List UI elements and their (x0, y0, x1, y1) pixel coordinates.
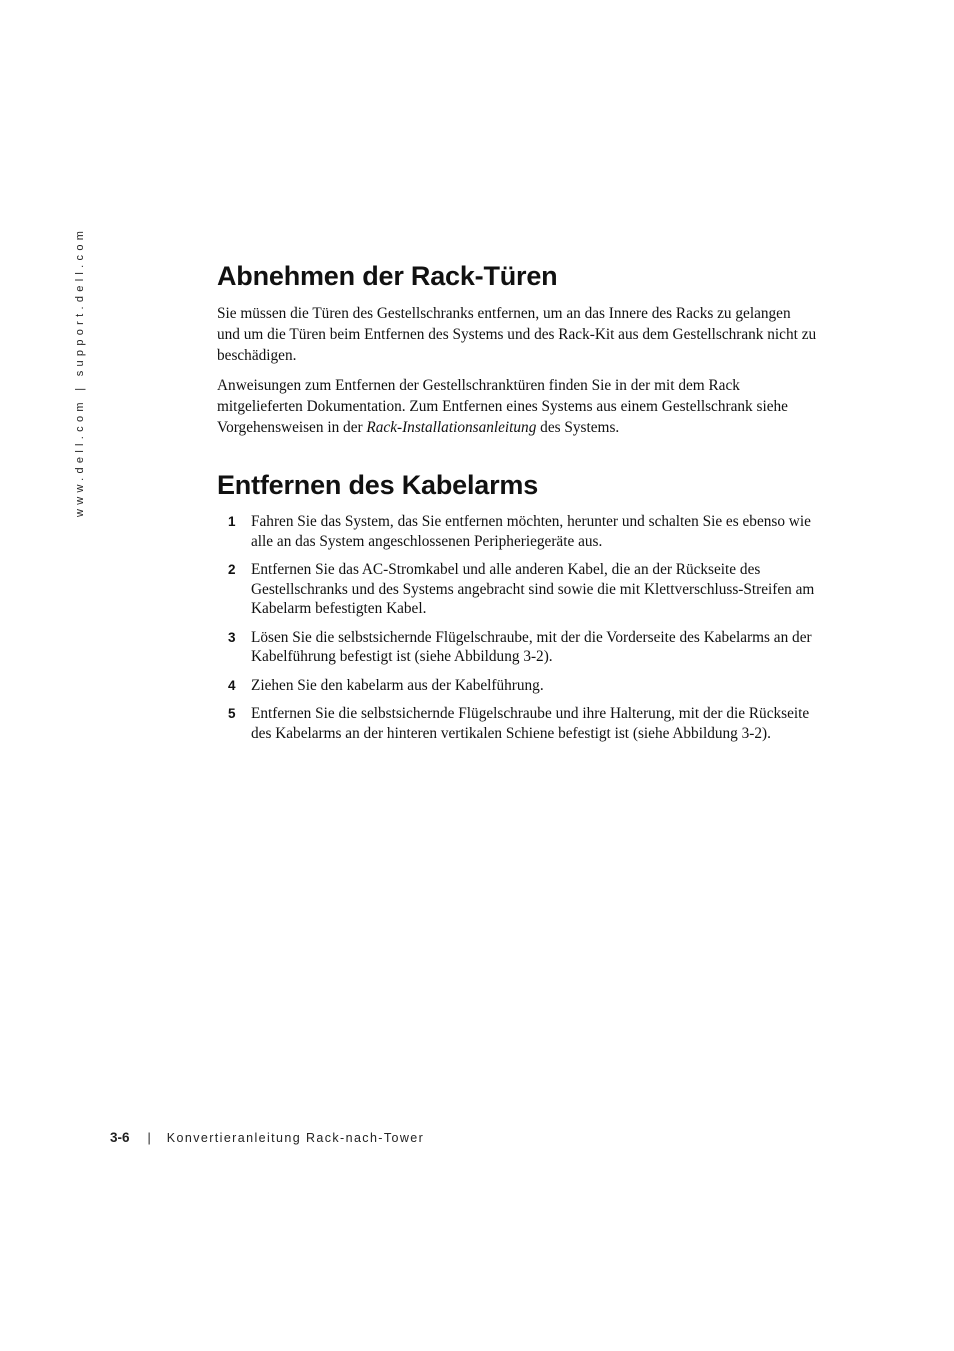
step-item (217, 628, 817, 667)
step-number: 4 (228, 677, 236, 693)
step-number: 1 (228, 514, 236, 529)
step-text: Lösen Sie die selbstsichernde Flügelschraube, mit der die Vorderseite des Kabelarms an der Kabelführung befestigt ist (siehe Abbildung 3-2). (251, 628, 812, 665)
paragraph-instructions-text: Anweisungen zum Entfernen der Gestellschranktüren finden Sie in der mit dem Rack mitgelieferten Dokumentation. Zum Entfernen eines Systems aus einem Gestellschrank siehe Vorgehensweisen in der (217, 377, 788, 436)
step-item (217, 512, 817, 551)
steps-list (217, 512, 817, 743)
manual-title-reference: Rack-Installationsanleitung (366, 419, 537, 436)
step-number: 2 (228, 562, 236, 577)
footer-separator: | (147, 1131, 151, 1145)
step-text: Entfernen Sie die selbstsichernde Flügelschraube und ihre Halterung, mit der die Rückseite des Kabelarms an der hinteren vertikalen Schiene befestigt ist (siehe Abbildung 3-2). (251, 705, 810, 742)
document-title: Konvertieranleitung Rack-nach-Tower (166, 1131, 425, 1145)
step-number: 3 (228, 629, 236, 645)
step-item (217, 676, 817, 696)
paragraph-intro: Sie müssen die Türen des Gestellschranks entfernen, um an das Innere des Racks zu gelangen und um die Türen beim Entfernen des Systems und des Rack-Kit aus dem Gestellschrank nicht zu beschädigen. (217, 305, 817, 364)
page-footer (110, 1130, 424, 1145)
page-number: 3-6 (110, 1130, 130, 1145)
step-item (217, 560, 817, 619)
step-text: Ziehen Sie den kabelarm aus der Kabelführung. (251, 676, 544, 694)
step-item (217, 704, 817, 743)
section-heading-rack-doors: Abnehmen der Rack-Türen (217, 261, 558, 291)
page-content (217, 259, 817, 752)
paragraph-instructions (217, 375, 817, 438)
sidebar-url: www.dell.com | support.dell.com (74, 226, 86, 517)
paragraph-instructions-end: des Systems. (536, 419, 620, 436)
step-text: Entfernen Sie das AC-Stromkabel und alle anderen Kabel, die an der Rückseite des Gestellschranks und des Systems angebracht sind sowie die mit Klettverschluss-Streifen am Kabelarm befestigten Kabel. (251, 561, 815, 617)
step-number: 5 (228, 706, 236, 721)
section-heading-cable-arm: Entfernen des Kabelarms (217, 470, 539, 500)
step-text: Fahren Sie das System, das Sie entfernen möchten, herunter und schalten Sie es ebenso wie alle an das System angeschlossenen Peripheriegeräte aus. (251, 513, 811, 550)
